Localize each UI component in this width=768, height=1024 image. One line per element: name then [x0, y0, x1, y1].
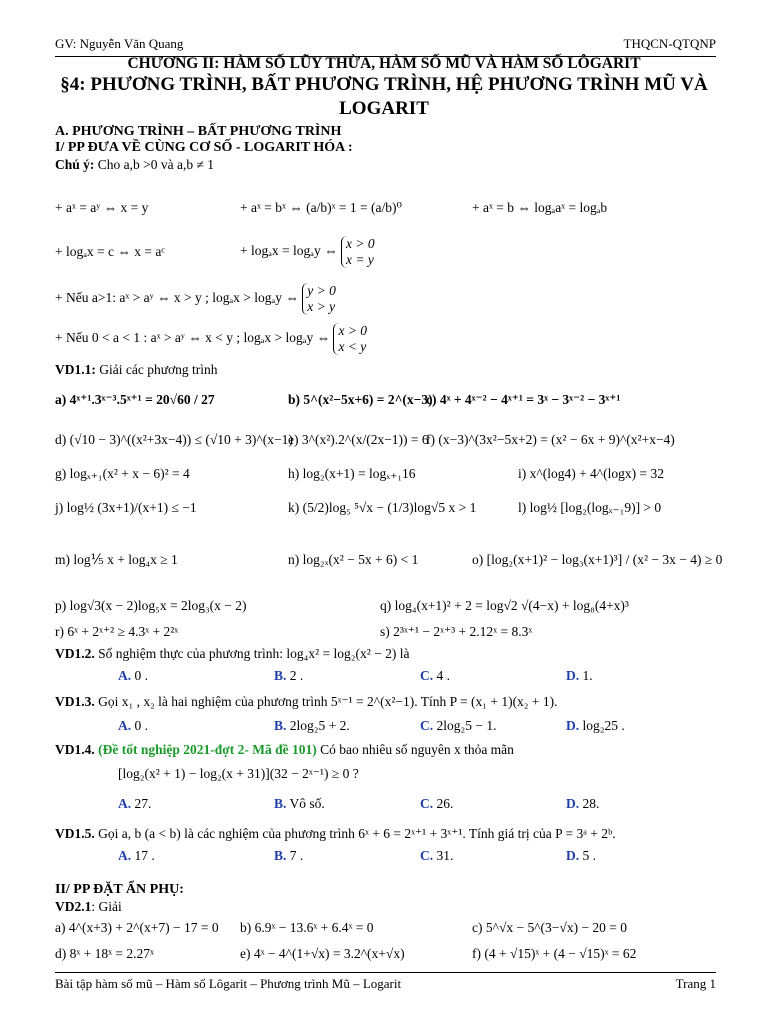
page-footer — [55, 972, 716, 992]
vd13-label: VD1.3. — [55, 694, 95, 709]
rule-6 — [55, 283, 336, 315]
option-letter: D. — [566, 848, 580, 863]
part-a-heading: A. PHƯƠNG TRÌNH – BẤT PHƯƠNG TRÌNH — [55, 124, 342, 139]
option-value: log₂25 . — [582, 718, 625, 733]
option-value: 28. — [582, 796, 600, 811]
vd11-a: a) 4ˣ⁺¹.3ˣ⁻³.5ˣ⁺¹ = 20√60 / 27 — [55, 392, 215, 407]
option-value: 2log₂5 + 2. — [289, 718, 350, 733]
option-value: 4 . — [436, 668, 450, 683]
vd11-o: o) [log₂(x+1)² − log₃(x+1)³] / (x² − 3x − 4) ≥ 0 — [472, 552, 723, 567]
rule-3: + aˣ = b ⇔ logₐaˣ = logₐb — [472, 200, 608, 215]
vd11-m: m) log⅕ x + log₄x ≥ 1 — [55, 552, 178, 567]
option-letter: A. — [118, 848, 132, 863]
rule-6-text: + Nếu a>1: aˣ > aʸ ⇔ x > y ; logₐx > logₐy ⇔ — [55, 290, 299, 306]
vd12-label: VD1.2. — [55, 646, 95, 661]
option-letter: A. — [118, 718, 132, 733]
note-text: Cho a,b >0 và a,b ≠ 1 — [97, 157, 215, 172]
option-value: 0 . — [134, 668, 148, 683]
rule-5-cond-1: x > 0 — [346, 236, 375, 251]
header-author: GV: Nguyễn Văn Quang — [55, 36, 184, 51]
page-header — [55, 36, 716, 57]
rule-7-cond-1: x > 0 — [338, 323, 368, 338]
header-code: THQCN-QTQNP — [623, 36, 716, 51]
vd21-label: VD2.1 — [55, 899, 92, 914]
rule-5-text: + logₐx = logₐy ⇔ — [240, 243, 338, 259]
vd13-option-c[interactable] — [420, 718, 496, 734]
vd15-option-c[interactable] — [420, 848, 453, 864]
note-line — [55, 157, 214, 173]
section-title: §4: PHƯƠNG TRÌNH, BẤT PHƯƠNG TRÌNH, HỆ PHƯƠNG TRÌNH MŨ VÀ LOGARIT — [60, 74, 708, 119]
part-2-heading: II/ PP ĐẶT ẨN PHỤ: — [55, 882, 184, 897]
vd13-option-d[interactable] — [566, 718, 625, 734]
rule-7-text: + Nếu 0 < a < 1 : aˣ > aʸ ⇔ x < y ; logₐx > logₐy ⇔ — [55, 330, 331, 346]
option-letter: D. — [566, 718, 580, 733]
vd14-option-d[interactable] — [566, 796, 599, 812]
option-value: 0 . — [134, 718, 148, 733]
rule-7 — [55, 323, 367, 355]
option-value: 26. — [436, 796, 454, 811]
rule-5 — [240, 236, 375, 268]
vd11-l: l) log½ [log₂(logₓ₋₁9)] > 0 — [518, 500, 662, 515]
part-1-heading: I/ PP ĐƯA VỀ CÙNG CƠ SỐ - LOGARIT HÓA : — [55, 140, 353, 155]
rule-7-system — [333, 323, 367, 355]
vd21-heading — [55, 899, 122, 915]
vd15-option-a[interactable] — [118, 848, 155, 864]
vd12-option-b[interactable] — [274, 668, 303, 684]
rule-5-cond-2: x = y — [346, 252, 374, 267]
page-number: Trang 1 — [675, 976, 716, 991]
option-value: 5 . — [582, 848, 596, 863]
vd14-label: VD1.4. — [55, 742, 95, 757]
vd21-c: c) 5^√x − 5^(3−√x) − 20 = 0 — [472, 920, 628, 935]
vd13-option-a[interactable] — [118, 718, 148, 734]
vd11-h: h) log₂(x+1) = logₓ₊₁16 — [288, 466, 416, 481]
option-value: 27. — [134, 796, 152, 811]
vd12-text: Số nghiệm thực của phương trình: log₄x² = log₂(x² − 2) là — [98, 646, 410, 661]
option-letter: B. — [274, 848, 287, 863]
rule-4: + logₐx = c ⇔ x = aᶜ — [55, 244, 165, 259]
vd11-e: e) 3^(x²).2^(x/(2x−1)) = 6 — [288, 432, 429, 447]
option-letter: D. — [566, 796, 580, 811]
vd14-option-a[interactable] — [118, 796, 151, 812]
vd11-q: q) log₄(x+1)² + 2 = log√2 √(4−x) + log₈(4+x)³ — [380, 598, 629, 613]
option-letter: A. — [118, 668, 132, 683]
rule-6-cond-2: x > y — [307, 299, 336, 314]
rule-7-cond-2: x < y — [338, 339, 367, 354]
vd12-option-c[interactable] — [420, 668, 450, 684]
rule-6-cond-1: y > 0 — [307, 283, 336, 298]
vd11-g: g) logₓ₊₁(x² + x − 6)² = 4 — [55, 466, 190, 481]
vd11-b: b) 5^(x²−5x+6) = 2^(x−3) — [288, 392, 433, 407]
vd11-d: d) (√10 − 3)^((x²+3x−4)) ≤ (√10 + 3)^(x−1) — [55, 432, 293, 447]
vd11-label: VD1.1: — [55, 362, 96, 377]
vd14-source: (Đề tốt nghiệp 2021-đợt 2- Mã đề 101) — [98, 742, 317, 757]
vd21-text: : Giải — [91, 899, 122, 914]
option-letter: C. — [420, 796, 434, 811]
chapter-title: CHƯƠNG II: HÀM SỐ LŨY THỪA, HÀM SỐ MŨ VÀ HÀM SỐ LÔGARIT — [127, 55, 641, 72]
rule-2: + aˣ = bˣ ⇔ (a/b)ˣ = 1 = (a/b)⁰ — [240, 200, 402, 215]
rule-1: + aˣ = aʸ ⇔ x = y — [55, 200, 149, 215]
vd14-option-b[interactable] — [274, 796, 325, 812]
vd11-s: s) 2³ˣ⁺¹ − 2ˣ⁺³ + 2.12ˣ = 8.3ˣ — [380, 624, 533, 639]
vd11-c: c) 4ˣ + 4ˣ⁻² − 4ˣ⁺¹ = 3ˣ − 3ˣ⁻² − 3ˣ⁺¹ — [426, 392, 621, 407]
option-value: Vô số. — [289, 796, 325, 811]
option-letter: A. — [118, 796, 132, 811]
option-value: 17 . — [134, 848, 155, 863]
vd13-question — [55, 694, 558, 710]
option-letter: C. — [420, 668, 434, 683]
option-letter: B. — [274, 718, 287, 733]
vd15-text: Gọi a, b (a < b) là các nghiệm của phương trình 6ˣ + 6 = 2ˣ⁺¹ + 3ˣ⁺¹. Tính giá trị của P = 3ᵃ + 2ᵇ. — [98, 826, 616, 841]
option-value: 7 . — [289, 848, 304, 863]
option-value: 2 . — [289, 668, 304, 683]
option-letter: B. — [274, 796, 287, 811]
vd11-f: f) (x−3)^(3x²−5x+2) = (x² − 6x + 9)^(x²+x−4) — [426, 432, 675, 447]
vd11-heading — [55, 362, 218, 378]
vd15-label: VD1.5. — [55, 826, 95, 841]
rule-6-system — [302, 283, 336, 315]
vd13-option-b[interactable] — [274, 718, 350, 734]
vd11-r: r) 6ˣ + 2ˣ⁺² ≥ 4.3ˣ + 2²ˣ — [55, 624, 179, 639]
option-letter: C. — [420, 848, 434, 863]
option-letter: D. — [566, 668, 580, 683]
vd12-option-d[interactable] — [566, 668, 593, 684]
vd15-option-d[interactable] — [566, 848, 596, 864]
option-letter: B. — [274, 668, 287, 683]
option-value: 31. — [436, 848, 454, 863]
vd14-text: Có bao nhiêu số nguyên x thỏa mãn — [320, 742, 514, 757]
vd14-question — [55, 742, 514, 758]
vd21-d: d) 8ˣ + 18ˣ = 2.27ˣ — [55, 946, 154, 961]
vd11-k: k) (5/2)log₅ ⁵√x − (1/3)log√5 x > 1 — [288, 500, 477, 515]
vd11-text: Giải các phương trình — [99, 362, 218, 377]
vd21-a: a) 4^(x+3) + 2^(x+7) − 17 = 0 — [55, 920, 219, 935]
vd11-j: j) log½ (3x+1)/(x+1) ≤ −1 — [55, 500, 197, 515]
vd12-question — [55, 646, 409, 662]
vd14-expression: [log₂(x² + 1) − log₂(x + 31)](32 − 2ˣ⁻¹) ≥ 0 ? — [118, 766, 359, 781]
vd21-b: b) 6.9ˣ − 13.6ˣ + 6.4ˣ = 0 — [240, 920, 374, 935]
vd11-p: p) log√3(x − 2)log₅x = 2log₃(x − 2) — [55, 598, 247, 613]
rule-5-system — [341, 236, 375, 268]
option-value: 1. — [582, 668, 593, 683]
vd11-i: i) x^(log4) + 4^(logx) = 32 — [518, 466, 665, 481]
vd11-n: n) log₂ₓ(x² − 5x + 6) < 1 — [288, 552, 419, 567]
option-letter: C. — [420, 718, 434, 733]
vd15-question — [55, 826, 616, 842]
vd21-f: f) (4 + √15)ˣ + (4 − √15)ˣ = 62 — [472, 946, 637, 961]
note-label: Chú ý: — [55, 157, 95, 172]
footer-title: Bài tập hàm số mũ – Hàm số Lôgarit – Phương trình Mũ – Logarit — [55, 976, 402, 991]
vd12-option-a[interactable] — [118, 668, 148, 684]
vd14-option-c[interactable] — [420, 796, 453, 812]
option-value: 2log₂5 − 1. — [436, 718, 497, 733]
vd13-text: Gọi x₁ , x₂ là hai nghiệm của phương trình 5ˣ⁻¹ = 2^(x²−1). Tính P = (x₁ + 1)(x₂ + 1). — [98, 694, 558, 709]
vd15-option-b[interactable] — [274, 848, 303, 864]
vd21-e: e) 4ˣ − 4^(1+√x) = 3.2^(x+√x) — [240, 946, 405, 961]
